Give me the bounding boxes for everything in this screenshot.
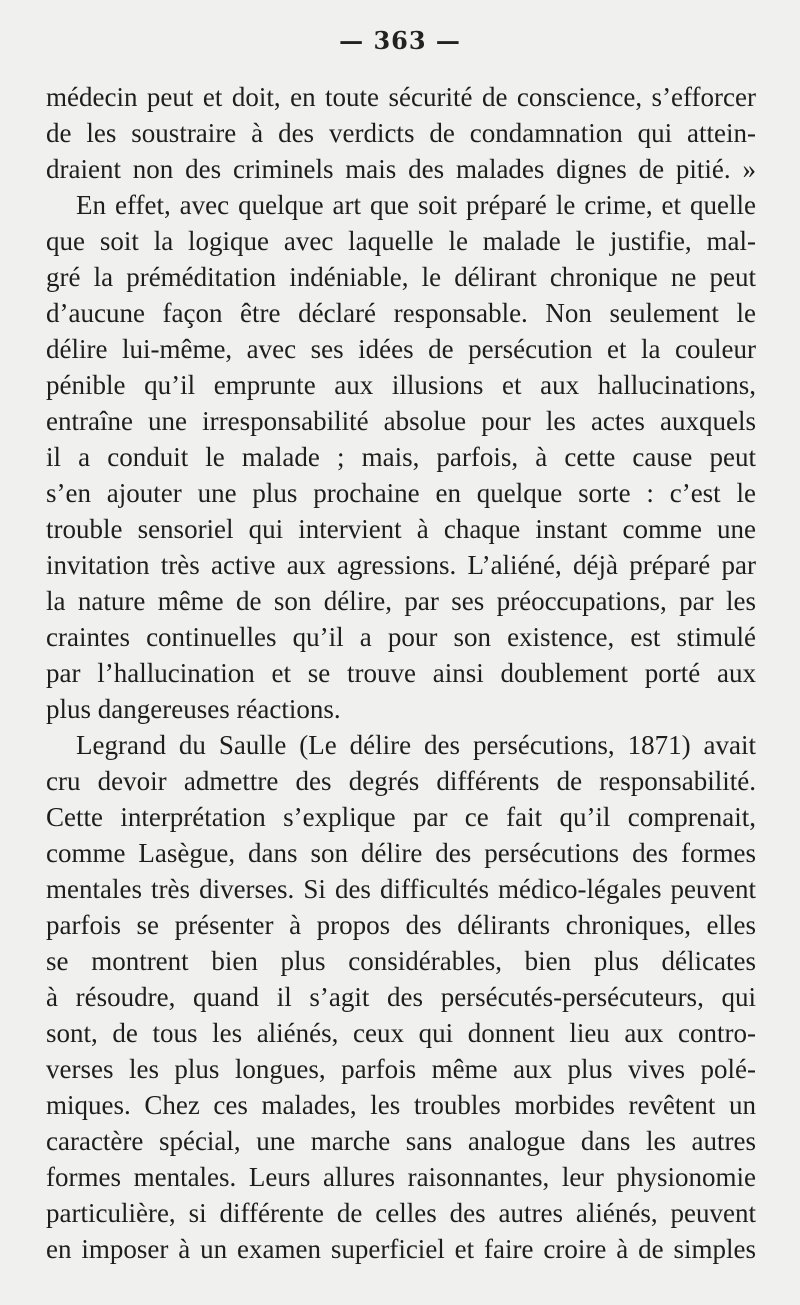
text-line: médecin peut et doit, en toute sécurité de conscience, s’efforcer <box>46 82 756 112</box>
paragraph-start-line: En effet, avec quelque art que soit préparé le crime, et quelle <box>76 190 756 220</box>
paragraph-end-line: plus dangereuses réactions. <box>46 694 341 724</box>
text-line: craintes continuelles qu’il a pour son existence, est stimulé <box>46 622 756 652</box>
text-line: draient non des criminels mais des malades dignes de pitié. » <box>46 154 756 184</box>
paragraph-start-line: Legrand du Saulle (Le délire des persécutions, 1871) avait <box>76 730 756 760</box>
text-line: caractère spécial, une marche sans analogue dans les autres <box>46 1126 756 1156</box>
text-line: d’aucune façon être déclaré responsable. Non seulement le <box>46 298 756 328</box>
text-line: trouble sensoriel qui intervient à chaque instant comme une <box>46 514 756 544</box>
text-line: comme Lasègue, dans son délire des persécutions des formes <box>46 838 756 868</box>
text-line: parfois se présenter à propos des délirants chroniques, elles <box>46 910 756 940</box>
text-line: cru devoir admettre des degrés différents de responsabilité. <box>46 766 756 796</box>
text-line: que soit la logique avec laquelle le malade le justifie, mal- <box>46 226 756 256</box>
text-line: pénible qu’il emprunte aux illusions et aux hallucinations, <box>46 370 756 400</box>
text-line: en imposer à un examen superficiel et faire croire à de simples <box>46 1234 756 1264</box>
text-line: invitation très active aux agressions. L’aliéné, déjà préparé par <box>46 550 756 580</box>
text-line: particulière, si différente de celles des autres aliénés, peuvent <box>46 1198 756 1228</box>
text-line: à résoudre, quand il s’agit des persécutés-persécuteurs, qui <box>46 982 756 1012</box>
text-line: la nature même de son délire, par ses préoccupations, par les <box>46 586 756 616</box>
text-line: délire lui-même, avec ses idées de persécution et la couleur <box>46 334 756 364</box>
text-line: formes mentales. Leurs allures raisonnantes, leur physionomie <box>46 1162 756 1192</box>
text-line: miques. Chez ces malades, les troubles morbides revêtent un <box>46 1090 756 1120</box>
text-line: sont, de tous les aliénés, ceux qui donnent lieu aux contro- <box>46 1018 756 1048</box>
text-line: se montrent bien plus considérables, bien plus délicates <box>46 946 756 976</box>
text-line: entraîne une irresponsabilité absolue pour les actes auxquels <box>46 406 756 436</box>
text-line: s’en ajouter une plus prochaine en quelque sorte : c’est le <box>46 478 756 508</box>
text-line: de les soustraire à des verdicts de condamnation qui attein- <box>46 118 756 148</box>
text-line: Cette interprétation s’explique par ce fait qu’il comprenait, <box>46 802 756 832</box>
text-line: par l’hallucination et se trouve ainsi doublement porté aux <box>46 658 756 688</box>
text-line: mentales très diverses. Si des difficultés médico-légales peuvent <box>46 874 756 904</box>
page-number: — 363 — <box>339 26 461 55</box>
text-line: verses les plus longues, parfois même aux plus vives polé- <box>46 1054 756 1084</box>
text-line: gré la préméditation indéniable, le délirant chronique ne peut <box>46 262 756 292</box>
text-line: il a conduit le malade ; mais, parfois, à cette cause peut <box>46 442 756 472</box>
